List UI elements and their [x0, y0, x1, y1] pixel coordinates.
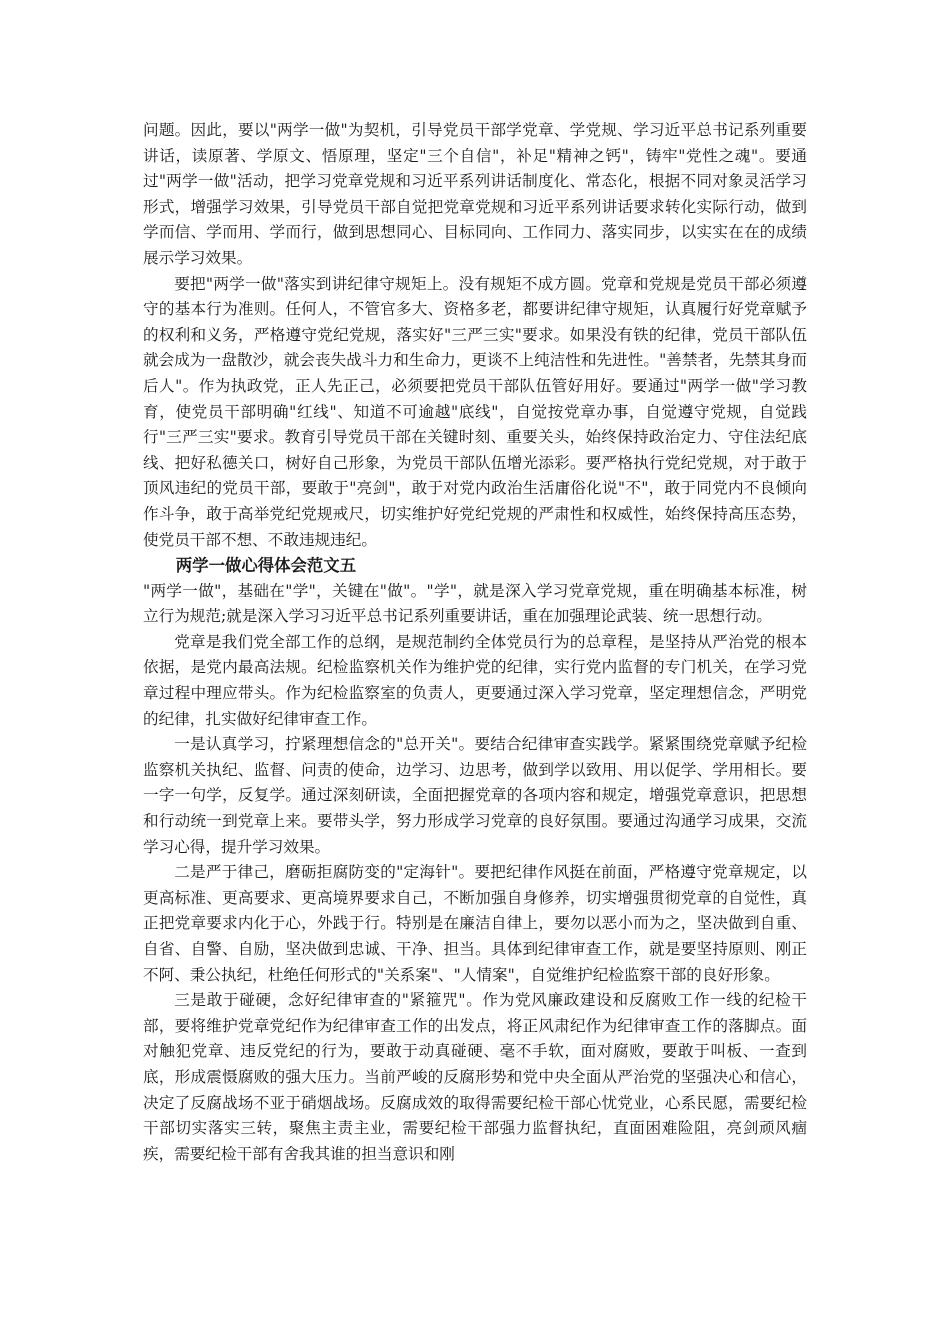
- paragraph-intro: "两学一做"，基础在"学"，关键在"做"。"学"，就是深入学习党章党规，重在明确基本标准，树立行为规范;就是深入学习习近平总书记系列重要讲话，重在加强理论武装、统一思想行动。: [143, 581, 807, 626]
- paragraph-charter: 党章是我们党全部工作的总纲，是规范制约全体党员行为的总章程，是坚持从严治党的根本依据，是党内最高法规。纪检监察机关作为维护党的纪律，实行党内监督的专门机关，在学习党章过程中理应带头。作为纪检监察室的负责人，更要通过深入学习党章，坚定理想信念，严明党的纪律，扎实做好纪律审查工作。: [143, 632, 807, 728]
- paragraph-point-two: 二是严于律己，磨砺拒腐防变的"定海针"。要把纪律作风挺在前面，严格遵守党章规定，以更高标准、更高要求、更高境界要求自己，不断加强自身修养，切实增强贯彻党章的自觉性，真正把党章要求内化于心，外践于行。特别是在廉洁自律上，要勿以恶小而为之，坚决做到自重、自省、自警、自励，坚决做到忠诚、干净、担当。具体到纪律审查工作，就是要坚持原则、刚正不阿、秉公执纪，杜绝任何形式的"关系案"、"人情案"，自觉维护纪检监察干部的良好形象。: [143, 863, 807, 984]
- paragraph-point-three: 三是敢于碰硬，念好纪律审查的"紧箍咒"。作为党风廉政建设和反腐败工作一线的纪检干部，要将维护党章党纪作为纪律审查工作的出发点，将正风肃纪作为纪律审查工作的落脚点。面对触犯党章、违反党纪的行为，要敢于动真碰硬、毫不手软，面对腐败，要敢于叫板、一查到底，形成震慑腐败的强大压力。当前严峻的反腐形势和党中央全面从严治党的坚强决心和信心，决定了反腐战场不亚于硝烟战场。反腐成效的取得需要纪检干部心忧党业，心系民愿，需要纪检干部切实落实三转，聚焦主责主业，需要纪检干部强力监督执纪，直面困难险阻，亮剑顽风痼疾，需要纪检干部有舍我其谁的担当意识和刚: [143, 991, 807, 1163]
- document-page: [143, 118, 807, 1167]
- section-heading: 两学一做心得体会范文五: [175, 556, 357, 576]
- paragraph-discipline: 要把"两学一做"落实到讲纪律守规矩上。没有规矩不成方圆。党章和党规是党员干部必须遵守的基本行为准则。任何人，不管官多大、资格多老，都要讲纪律守规矩，认真履行好党章赋予的权利和义务，严格遵守党纪党规，落实好"三严三实"要求。如果没有铁的纪律，党员干部队伍就会成为一盘散沙，就会丧失战斗力和生命力，更谈不上纯洁性和先进性。"善禁者，先禁其身而后人"。作为执政党，正人先正己，必须要把党员干部队伍管好用好。要通过"两学一做"学习教育，使党员干部明确"红线"、知道不可逾越"底线"，自觉按党章办事，自觉遵守党规，自觉践行"三严三实"要求。教育引导党员干部在关键时刻、重要关头，始终保持政治定力、守住法纪底线、把好私德关口，树好自己形象，为党员干部队伍增光添彩。要严格执行党纪党规，对于敢于顶风违纪的党员干部，要敢于"亮剑"，敢于对党内政治生活庸俗化说"不"，敢于同党内不良倾向作斗争，敢于高举党纪党规戒尺，切实维护好党纪党规的严肃性和权威性，始终保持高压态势，使党员干部不想、不敢违规违纪。: [143, 274, 807, 549]
- paragraph-continuation: 问题。因此，要以"两学一做"为契机，引导党员干部学党章、学党规、学习近平总书记系列重要讲话，读原著、学原文、悟原理，坚定"三个自信"，补足"精神之钙"，铸牢"党性之魂"。要通过"两学一做"活动，把学习党章党规和习近平系列讲话制度化、常态化，根据不同对象灵活学习形式，增强学习效果，引导党员干部自觉把党章党规和习近平系列讲话要求转化实际行动，做到学而信、学而用、学而行，做到思想同心、目标同向、工作同力、落实同步，以实实在在的成绩展示学习效果。: [143, 121, 807, 267]
- paragraph-point-one: 一是认真学习，拧紧理想信念的"总开关"。要结合纪律审查实践学。紧紧围绕党章赋予纪检监察机关执纪、监督、问责的使命，边学习、边思考，做到学以致用、用以促学、学用相长。要一字一句学，反复学。通过深刻研读，全面把握党章的各项内容和规定，增强党章意识，把思想和行动统一到党章上来。要带头学，努力形成学习党章的良好氛围。要通过沟通学习成果，交流学习心得，提升学习效果。: [143, 735, 807, 856]
